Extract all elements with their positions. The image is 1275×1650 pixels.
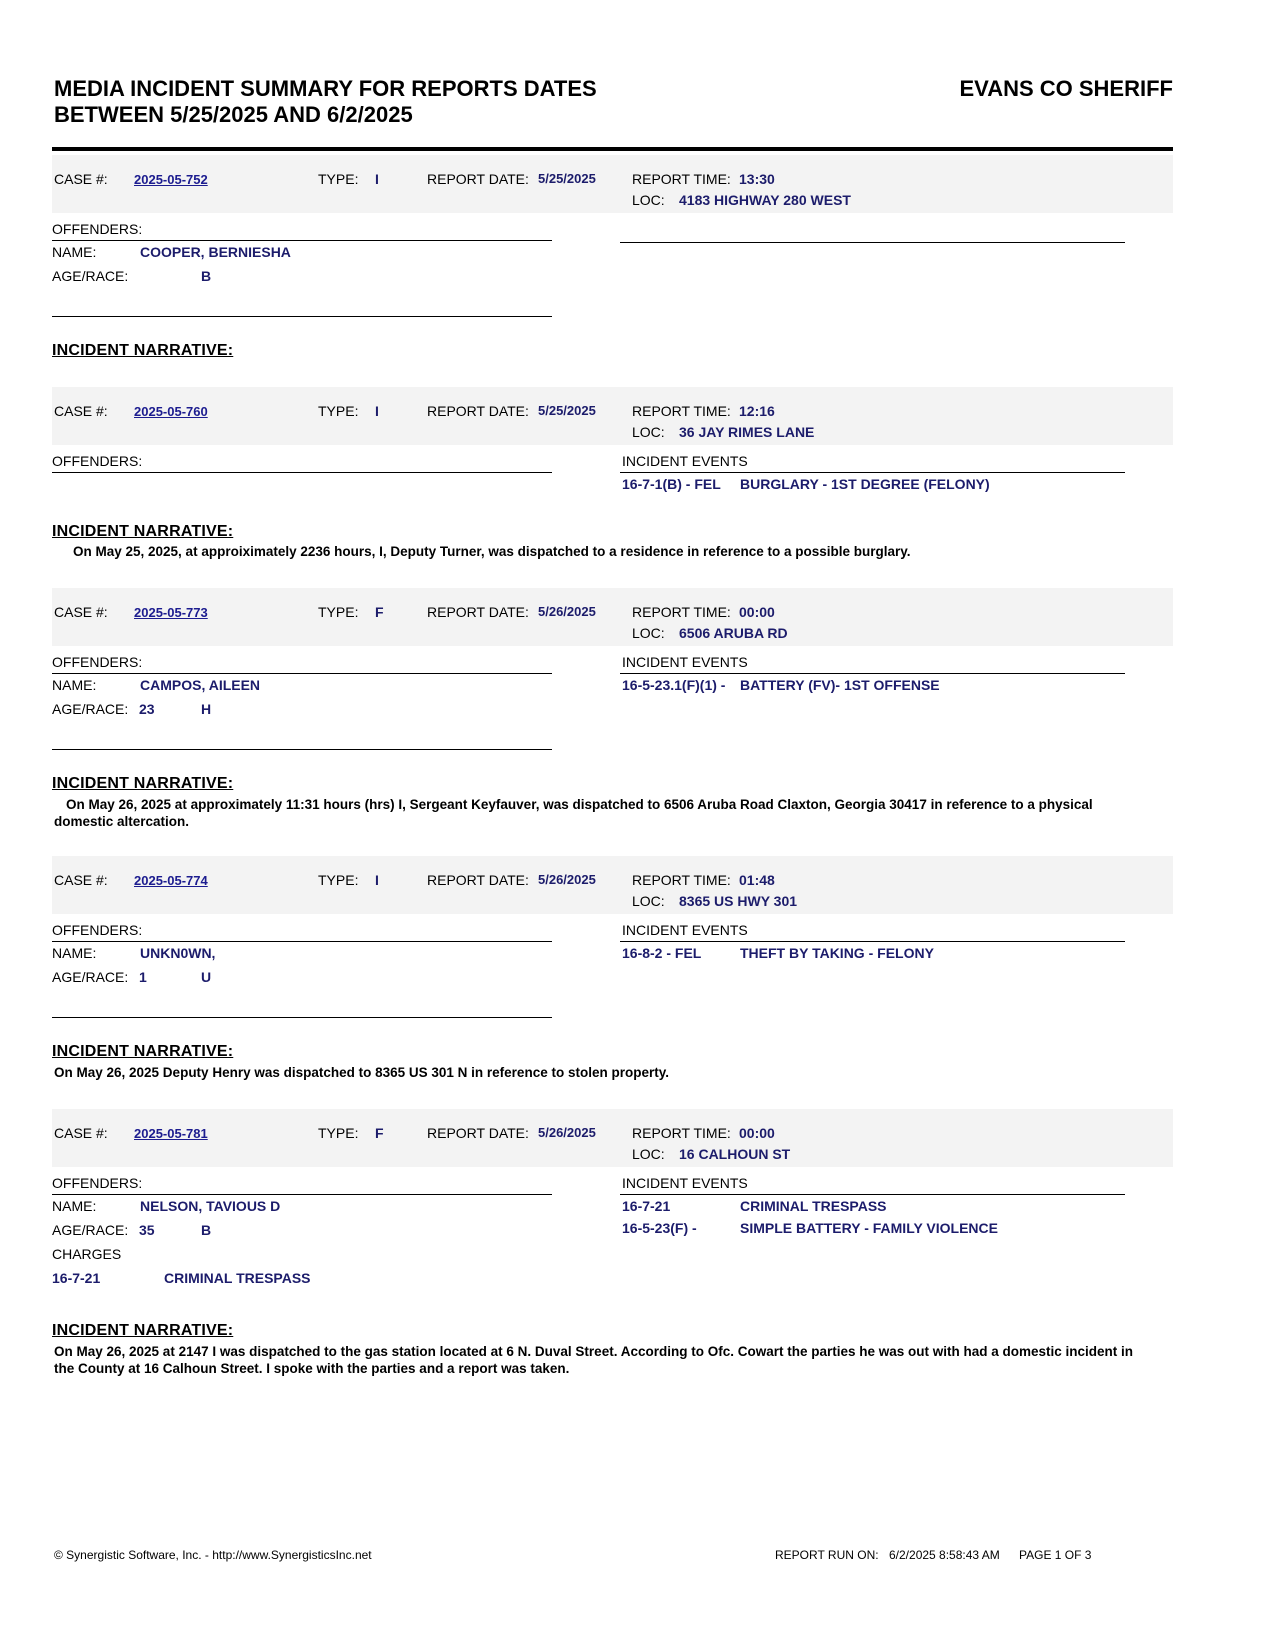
name-label: NAME: — [52, 1198, 97, 1214]
offenders-label: OFFENDERS: — [52, 922, 143, 938]
offender-name: NELSON, TAVIOUS D — [140, 1198, 281, 1214]
offenders-rule — [52, 240, 552, 241]
report-time-value: 12:16 — [739, 403, 775, 419]
offender-name: CAMPOS, AILEEN — [140, 677, 261, 693]
narrative-text: On May 25, 2025, at approiximately 2236 hours, I, Deputy Turner, was dispatched to a residence in reference to a possible burglary. — [73, 544, 911, 559]
event-code: 16-5-23(F) - — [622, 1220, 697, 1236]
loc-label: LOC: — [632, 893, 665, 909]
offender-end-rule — [52, 1017, 552, 1018]
offender-name: UNKN0WN, — [140, 945, 216, 961]
loc-label: LOC: — [632, 1146, 665, 1162]
footer-run-on-value: 6/2/2025 8:58:43 AM — [889, 1548, 1000, 1562]
charges-label: CHARGES — [52, 1246, 122, 1262]
offenders-label: OFFENDERS: — [52, 654, 143, 670]
incident-events-label: INCIDENT EVENTS — [622, 654, 748, 670]
narrative-heading: INCIDENT NARRATIVE: — [52, 775, 234, 792]
footer-copyright: © Synergistic Software, Inc. - http://www.SynergisticsInc.net — [54, 1548, 372, 1562]
report-title-line1: MEDIA INCIDENT SUMMARY FOR REPORTS DATES — [54, 76, 597, 101]
report-title — [54, 76, 597, 128]
case-label: CASE #: — [54, 872, 108, 888]
agency-name: EVANS CO SHERIFF — [959, 76, 1173, 101]
case-number-link[interactable]: 2025-05-752 — [134, 172, 208, 187]
case-number-link[interactable]: 2025-05-773 — [134, 605, 208, 620]
offender-race: B — [201, 268, 212, 284]
type-label: TYPE: — [318, 872, 359, 888]
offender-age: 1 — [139, 969, 147, 985]
footer-page-number: PAGE 1 OF 3 — [1019, 1548, 1092, 1562]
report-time-label: REPORT TIME: — [632, 403, 731, 419]
narrative-text: On May 26, 2025 at approximately 11:31 hours (hrs) I, Sergeant Keyfauver, was dispatched to 6506 Aruba Road Claxton, Georgia 30417 in reference to a physical domestic altercation. — [54, 797, 1093, 829]
case-header-band — [52, 1109, 1173, 1167]
type-value: I — [375, 171, 379, 187]
report-date-label: REPORT DATE: — [427, 171, 529, 187]
offenders-label: OFFENDERS: — [52, 221, 143, 237]
age-race-label: AGE/RACE: — [52, 1222, 129, 1238]
events-rule — [620, 242, 1125, 243]
offender-race: U — [201, 969, 212, 985]
event-code: 16-8-2 - FEL — [622, 945, 702, 961]
offender-name: COOPER, BERNIESHA — [140, 244, 291, 260]
offender-age: 35 — [139, 1222, 155, 1238]
type-label: TYPE: — [318, 604, 359, 620]
offenders-rule — [52, 1194, 552, 1195]
age-race-label: AGE/RACE: — [52, 701, 129, 717]
narrative-heading: INCIDENT NARRATIVE: — [52, 1043, 234, 1060]
incident-events-label: INCIDENT EVENTS — [622, 453, 748, 469]
footer-run-on-label: REPORT RUN ON: — [775, 1548, 879, 1562]
narrative-text: On May 26, 2025 Deputy Henry was dispatched to 8365 US 301 N in reference to stolen property. — [54, 1065, 669, 1080]
report-date-value: 5/25/2025 — [538, 403, 596, 418]
report-date-value: 5/26/2025 — [538, 1125, 596, 1140]
offenders-label: OFFENDERS: — [52, 453, 143, 469]
events-rule — [620, 941, 1125, 942]
report-date-value: 5/25/2025 — [538, 171, 596, 186]
events-rule — [620, 1194, 1125, 1195]
loc-label: LOC: — [632, 192, 665, 208]
incident-events-label: INCIDENT EVENTS — [622, 922, 748, 938]
events-rule — [620, 472, 1125, 473]
name-label: NAME: — [52, 945, 97, 961]
loc-value: 16 CALHOUN ST — [679, 1146, 791, 1162]
type-value: F — [375, 604, 384, 620]
offenders-rule — [52, 673, 552, 674]
offenders-rule — [52, 941, 552, 942]
event-code: 16-5-23.1(F)(1) - — [622, 677, 726, 693]
offender-age: 23 — [139, 701, 155, 717]
event-code: 16-7-1(B) - FEL — [622, 476, 721, 492]
case-header-band — [52, 588, 1173, 646]
case-header-band — [52, 856, 1173, 914]
header-divider — [52, 147, 1173, 151]
event-desc: CRIMINAL TRESPASS — [740, 1198, 887, 1214]
narrative-heading: INCIDENT NARRATIVE: — [52, 1322, 234, 1339]
report-time-label: REPORT TIME: — [632, 604, 731, 620]
report-time-label: REPORT TIME: — [632, 872, 731, 888]
event-code: 16-7-21 — [622, 1198, 671, 1214]
loc-value: 8365 US HWY 301 — [679, 893, 798, 909]
narrative-heading: INCIDENT NARRATIVE: — [52, 342, 234, 359]
report-time-label: REPORT TIME: — [632, 171, 731, 187]
type-label: TYPE: — [318, 403, 359, 419]
name-label: NAME: — [52, 677, 97, 693]
case-header-band — [52, 387, 1173, 445]
loc-label: LOC: — [632, 625, 665, 641]
event-desc: BURGLARY - 1ST DEGREE (FELONY) — [740, 476, 990, 492]
offender-race: H — [201, 701, 212, 717]
case-label: CASE #: — [54, 1125, 108, 1141]
case-number-link[interactable]: 2025-05-781 — [134, 1126, 208, 1141]
case-header-band — [52, 155, 1173, 213]
name-label: NAME: — [52, 244, 97, 260]
charge-code: 16-7-21 — [52, 1270, 101, 1286]
report-time-value: 01:48 — [739, 872, 775, 888]
event-desc: THEFT BY TAKING - FELONY — [740, 945, 934, 961]
report-title-line2: BETWEEN 5/25/2025 AND 6/2/2025 — [54, 102, 413, 127]
events-rule — [620, 673, 1125, 674]
report-date-value: 5/26/2025 — [538, 604, 596, 619]
loc-value: 36 JAY RIMES LANE — [679, 424, 815, 440]
type-value: I — [375, 872, 379, 888]
report-date-label: REPORT DATE: — [427, 604, 529, 620]
offender-end-rule — [52, 749, 552, 750]
loc-value: 6506 ARUBA RD — [679, 625, 788, 641]
offender-race: B — [201, 1222, 212, 1238]
narrative-text: On May 26, 2025 at 2147 I was dispatched to the gas station located at 6 N. Duval Street. According to Ofc. Cowart the parties he was out with had a domestic incident in the County at 16 Calhoun Street. I spoke with the parties and a report was taken. — [54, 1344, 1134, 1376]
report-date-value: 5/26/2025 — [538, 872, 596, 887]
report-date-label: REPORT DATE: — [427, 1125, 529, 1141]
event-desc: SIMPLE BATTERY - FAMILY VIOLENCE — [740, 1220, 998, 1236]
case-label: CASE #: — [54, 604, 108, 620]
offenders-label: OFFENDERS: — [52, 1175, 143, 1191]
case-number-link[interactable]: 2025-05-774 — [134, 873, 208, 888]
type-value: I — [375, 403, 379, 419]
narrative-heading: INCIDENT NARRATIVE: — [52, 523, 234, 540]
report-time-value: 13:30 — [739, 171, 775, 187]
offender-end-rule — [52, 316, 552, 317]
offenders-rule — [52, 472, 552, 473]
report-time-value: 00:00 — [739, 1125, 775, 1141]
type-label: TYPE: — [318, 1125, 359, 1141]
case-label: CASE #: — [54, 403, 108, 419]
case-number-link[interactable]: 2025-05-760 — [134, 404, 208, 419]
case-label: CASE #: — [54, 171, 108, 187]
report-time-label: REPORT TIME: — [632, 1125, 731, 1141]
type-label: TYPE: — [318, 171, 359, 187]
report-date-label: REPORT DATE: — [427, 872, 529, 888]
charge-desc: CRIMINAL TRESPASS — [164, 1270, 311, 1286]
age-race-label: AGE/RACE: — [52, 969, 129, 985]
report-time-value: 00:00 — [739, 604, 775, 620]
report-date-label: REPORT DATE: — [427, 403, 529, 419]
loc-value: 4183 HIGHWAY 280 WEST — [679, 192, 851, 208]
type-value: F — [375, 1125, 384, 1141]
loc-label: LOC: — [632, 424, 665, 440]
event-desc: BATTERY (FV)- 1ST OFFENSE — [740, 677, 940, 693]
age-race-label: AGE/RACE: — [52, 268, 129, 284]
incident-events-label: INCIDENT EVENTS — [622, 1175, 748, 1191]
